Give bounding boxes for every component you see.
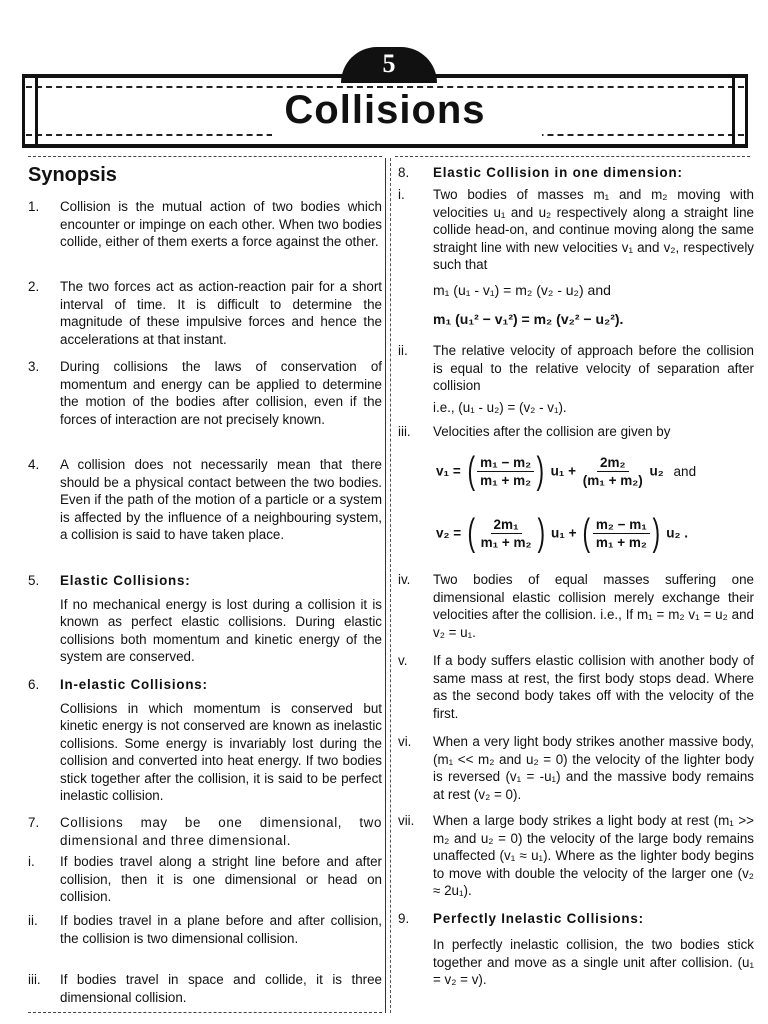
- item-text: The two forces act as action-reaction pair for a short interval of time. It is difficult to determine the magnitude of these impulsive forces and hence the accelerations at that instant.: [60, 279, 382, 347]
- item-number: 9.: [398, 911, 410, 926]
- synopsis-heading: Synopsis: [28, 164, 117, 186]
- eq-numerator: m₁ − m₂: [477, 455, 534, 472]
- item-number: 6.: [28, 677, 40, 692]
- item-text: If a body suffers elastic collision with another body of same mass at rest, the first body stops dead. Where as the second body takes off with the velocity of the first.: [433, 653, 754, 721]
- eq-term: u₁ +: [550, 525, 577, 541]
- eq-term: u₂ .: [666, 525, 689, 541]
- eq-numerator: m₂ − m₁: [593, 517, 650, 534]
- eq-numerator: 2m₁: [491, 517, 522, 534]
- eq-lhs: v₁ =: [436, 463, 461, 479]
- item-number: 5.: [28, 573, 40, 588]
- item-text: Two bodies of masses m₁ and m₂ moving with velocities u₁ and u₂ respectively along a straight line collide head-on, and continue moving along the same straight line with new velocities v₁ and v₂, respectively such that: [433, 187, 754, 272]
- section-heading: Elastic Collisions:: [60, 573, 191, 588]
- item-number: i.: [398, 187, 405, 202]
- chapter-title: Collisions: [284, 88, 486, 132]
- item-number: ii.: [28, 913, 38, 928]
- item-number: iii.: [398, 424, 411, 439]
- item-number: ii.: [398, 343, 408, 358]
- item-text: If bodies travel along a stright line before and after collision, then it is one dimensional or head on collision.: [60, 854, 382, 904]
- item-text: If bodies travel in space and collide, it is three dimensional collision.: [60, 972, 382, 1005]
- item-text: Collisions may be one dimensional, two dimensional and three dimensional.: [60, 815, 382, 848]
- item-text: Velocities after the collision are given by: [433, 424, 671, 439]
- chapter-title-banner: [22, 74, 748, 148]
- item-text: If bodies travel in a plane before and after collision, the collision is two dimensional collision.: [60, 913, 382, 946]
- item-number: v.: [398, 653, 408, 668]
- item-text: A collision does not necessarily mean that there should be a physical contact between the two bodies. Even if the path of the motion of a particle or a system is affected by the influence of a neighbouring system, a collision is said to have taken place.: [60, 457, 382, 542]
- item-text: When a very light body strikes another massive body, (m₁ << m₂ and u₂ = 0) the velocity of the lighter body is reversed (v₁ = -u₁) and the massive body remains at rest (v₂ = 0).: [433, 734, 754, 802]
- eq-term: u₁ +: [550, 463, 577, 479]
- item-text: In perfectly inelastic collision, the two bodies stick together and move as a single unit after collision. (u₁ = v₂ = v).: [433, 937, 754, 987]
- v2-equation: v₂ = ( $\frac{\text{2m₁}}{\text{m₁ + m₂}}$ ) u₁ + ( $\frac{\text{m₂ − m₁}}{\text{m₁ + m₂}}$ ) u₂ .: [436, 512, 689, 554]
- section-heading: Perfectly Inelastic Collisions:: [433, 911, 644, 926]
- eq-denominator: m₁ + m₂: [480, 472, 532, 488]
- left-column-rule: [28, 156, 382, 157]
- eq-term: u₂: [649, 463, 664, 479]
- relative-velocity-equation: i.e., (u₁ - u₂) = (v₂ - v₁).: [433, 400, 567, 415]
- item-number: 1.: [28, 199, 40, 214]
- item-number: iv.: [398, 572, 411, 587]
- item-number: vii.: [398, 813, 415, 828]
- item-text: Two bodies of equal masses suffering one dimensional elastic collision merely exchange their velocities after the collision. i.e., If m₁ = m₂ v₁ = u₂ and v₂ = u₁.: [433, 572, 754, 640]
- eq-lhs: v₂ =: [436, 525, 462, 541]
- item-text: When a large body strikes a light body at rest (m₁ >> m₂ and u₂ = 0) the velocity of the large body remains unaffected (v₁ ≈ u₁). Where as the lighter body begins to move with double the velocity of the larger one (v₂ ≈ 2u₁).: [433, 813, 754, 898]
- item-number: i.: [28, 854, 35, 869]
- v1-equation: v₁ = ( $\frac{\text{m₁ − m₂}}{\text{m₁ + m₂}}$ ) u₁ + $\frac{\text{2m₂}}{\text{(m₁ + m₂)}}$ u₂ and: [436, 450, 697, 492]
- section-heading: Elastic Collision in one dimension:: [433, 165, 683, 180]
- eq-term: and: [673, 463, 697, 479]
- eq-numerator: 2m₂: [597, 455, 629, 472]
- item-number: 3.: [28, 359, 40, 374]
- chapter-number: 5: [382, 49, 396, 78]
- item-text: [60, 676, 382, 805]
- item-number: iii.: [28, 972, 41, 987]
- energy-equation: m₁ (u₁² − v₁²) = m₂ (v₂² − u₂²).: [433, 311, 624, 327]
- item-number: 2.: [28, 279, 40, 294]
- eq-denominator: m₁ + m₂: [595, 534, 647, 550]
- item-text: Collision is the mutual action of two bodies which encounter or impinge on each other. When two bodies collide, either of them exerts a force against the other.: [60, 199, 382, 249]
- eq-denominator: m₁ + m₂: [480, 534, 532, 550]
- section-text: Collisions in which momentum is conserved but kinetic energy is not conserved are known as inelastic collisions. Some energy is invariably lost during the collision and converted into heat energy. If two bodies stick together after the collision, it is said to be perfect inelastic collision.: [60, 700, 382, 803]
- item-text: The relative velocity of approach before the collision is equal to the relative velocity of separation after collision: [433, 343, 754, 393]
- right-column-rule: [395, 156, 750, 157]
- column-divider: [385, 158, 391, 1013]
- momentum-equation: m₁ (u₁ - v₁) = m₂ (v₂ - u₂) and: [433, 282, 611, 298]
- section-heading: In-elastic Collisions:: [60, 677, 208, 692]
- eq-denominator: (m₁ + m₂): [582, 472, 643, 488]
- item-number: vi.: [398, 734, 412, 749]
- item-number: 4.: [28, 457, 40, 472]
- bottom-rule: [28, 1012, 382, 1013]
- item-text: [60, 572, 382, 666]
- item-number: 7.: [28, 815, 40, 830]
- section-text: If no mechanical energy is lost during a collision it is known as perfect elastic collisions. During elastic collisions both momentum and kinetic energy of the system are conserved.: [60, 596, 382, 664]
- item-text: During collisions the laws of conservation of momentum and energy can be applied to determine the motion of the bodies after collision, even if the forces of interaction are not precisely known.: [60, 359, 382, 427]
- item-number: 8.: [398, 165, 410, 180]
